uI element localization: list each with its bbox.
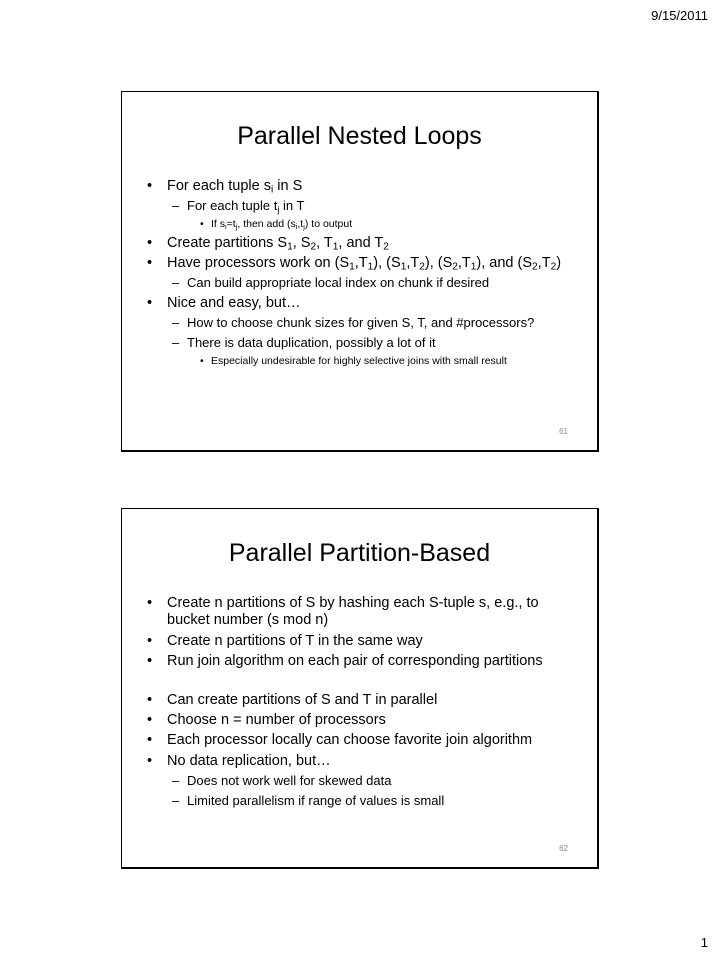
- bullet-text: No data replication, but…: [167, 752, 331, 769]
- bullet-text: ): [556, 254, 562, 271]
- bullet-text: ), (S: [424, 254, 453, 271]
- subscript: 2: [532, 261, 538, 273]
- bullet-text: Create n partitions of T in the same way: [167, 632, 423, 649]
- bullet-text: ), (S: [373, 254, 401, 271]
- bullet-text: There is data duplication, possibly a lot of it: [187, 334, 436, 350]
- slide-number: 62: [559, 844, 568, 853]
- subscript: 1: [349, 261, 355, 273]
- bullet-level-2: [139, 315, 583, 331]
- bullet-text: Can build appropriate local index on chunk if desired: [187, 275, 490, 291]
- slide-title: Parallel Partition-Based: [228, 539, 491, 567]
- subscript: j: [235, 221, 238, 231]
- slide-number: 61: [559, 427, 568, 436]
- slide-body: [139, 178, 583, 371]
- bullet-text: , S: [292, 234, 311, 251]
- bullet-level-1: [139, 255, 583, 272]
- bullet-text: Limited parallelism if range of values is small: [187, 792, 445, 808]
- subscript: 1: [470, 261, 477, 273]
- subscript: 2: [419, 261, 425, 273]
- bullet-text: Nice and easy, but…: [167, 294, 301, 311]
- bullet-level-1: [139, 753, 583, 770]
- bullet-level-2: [139, 335, 583, 351]
- bullet-text: How to choose chunk sizes for given S, T, and #processors?: [187, 315, 535, 331]
- bullet-spacer: [139, 674, 583, 692]
- bullet-level-2: [139, 275, 583, 291]
- bullet-text: Run join algorithm on each pair of corresponding partitions: [167, 653, 543, 670]
- bullet-text: ,t: [297, 217, 304, 230]
- bullet-text: Each processor locally can choose favorite join algorithm: [167, 732, 533, 749]
- subscript: 2: [550, 261, 557, 273]
- bullet-text: For each tuple s: [167, 178, 271, 194]
- bullet-text: Create n partitions of S by hashing each S-tuple s, e.g., to bucket number (s mod n): [167, 595, 539, 629]
- bullet-level-1: [139, 235, 583, 252]
- subscript: 1: [332, 241, 339, 253]
- bullet-level-1: [139, 295, 583, 312]
- page-date: 9/15/2011: [651, 8, 708, 23]
- bullet-level-2: [139, 793, 583, 809]
- bullet-text: ,T: [457, 254, 471, 271]
- bullet-level-1: [139, 712, 583, 729]
- bullet-text: ) to output: [304, 217, 353, 230]
- subscript: 1: [367, 261, 374, 273]
- subscript: 1: [287, 241, 293, 253]
- bullet-text: Can create partitions of S and T in parallel: [167, 691, 438, 708]
- bullet-text: , then add (s: [237, 217, 296, 230]
- subscript: 2: [383, 241, 389, 253]
- bullet-text: ,T: [406, 254, 420, 271]
- subscript: i: [225, 221, 227, 231]
- bullet-level-1: [139, 595, 583, 630]
- bullet-text: If s: [211, 217, 226, 230]
- subscript: j: [277, 204, 280, 215]
- slide-body: [139, 595, 583, 812]
- bullet-level-2: [139, 198, 583, 214]
- bullet-text: For each tuple t: [187, 198, 278, 214]
- subscript: 1: [400, 261, 407, 273]
- slide-title: Parallel Nested Loops: [237, 122, 482, 150]
- bullet-text: , and T: [338, 234, 384, 251]
- subscript: 2: [310, 241, 317, 253]
- slide-parallel-partition-based: [121, 508, 599, 869]
- bullet-text: , T: [316, 234, 333, 251]
- bullet-level-1: [139, 178, 583, 195]
- subscript: i: [295, 221, 298, 231]
- slide-parallel-nested-loops: [121, 91, 599, 452]
- bullet-text: Create partitions S: [167, 234, 288, 251]
- bullet-level-3: [139, 218, 583, 231]
- bullet-level-1: [139, 653, 583, 670]
- bullet-text: ,T: [354, 254, 368, 271]
- subscript: 2: [452, 261, 458, 273]
- subscript: j: [303, 221, 305, 231]
- bullet-level-1: [139, 732, 583, 749]
- bullet-text: Especially undesirable for highly selective joins with small result: [211, 354, 507, 367]
- bullet-text: Have processors work on (S: [167, 254, 350, 271]
- page-number: 1: [700, 935, 708, 950]
- bullet-text: ), and (S: [476, 254, 533, 271]
- bullet-text: =t: [226, 217, 236, 230]
- bullet-level-3: [139, 355, 583, 368]
- bullet-text: in S: [273, 178, 303, 194]
- bullet-text: in T: [279, 198, 305, 214]
- subscript: i: [270, 184, 274, 196]
- bullet-text: Does not work well for skewed data: [187, 773, 392, 789]
- bullet-level-2: [139, 773, 583, 789]
- bullet-text: Choose n = number of processors: [167, 711, 386, 728]
- bullet-level-1: [139, 692, 583, 709]
- bullet-text: ,T: [537, 254, 551, 271]
- bullet-level-1: [139, 633, 583, 650]
